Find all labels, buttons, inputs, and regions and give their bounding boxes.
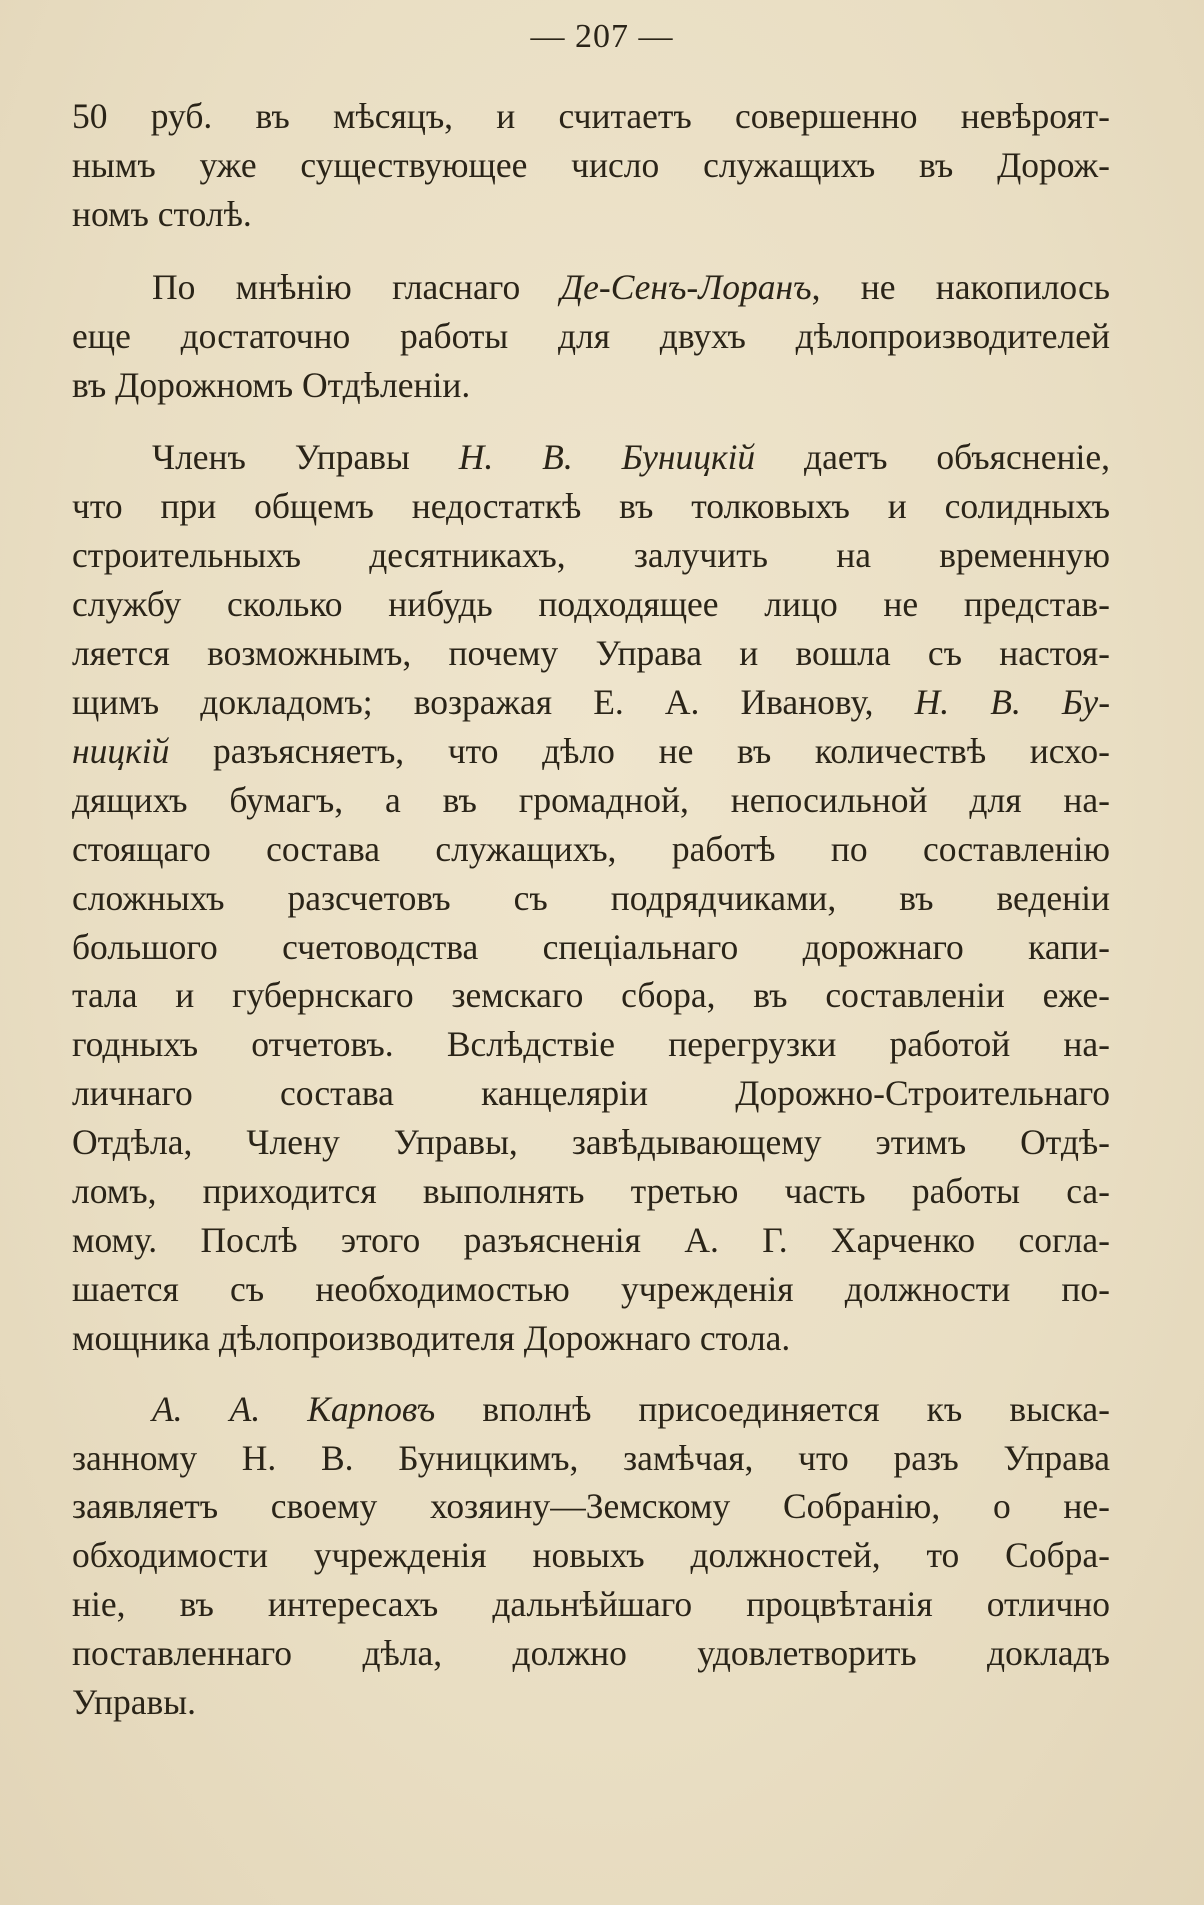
text-line: мощника дѣлопроизводителя Дорожнаго стола. <box>72 1317 791 1358</box>
text-line: стоящаго состава служащихъ, работѣ по составленію <box>72 828 1110 869</box>
body-text <box>72 92 1110 1727</box>
text-line: ніе, въ интересахъ дальнѣйшаго процвѣтанія отлично <box>72 1584 1110 1625</box>
text-line: личнаго состава канцеляріи Дорожно-Строительнаго <box>72 1073 1110 1114</box>
text-line: поставленнаго дѣла, должно удовлетворить докладъ <box>72 1633 1110 1674</box>
text-line: Управы. <box>72 1682 197 1723</box>
text-line: службу сколько нибудь подходящее лицо не представ- <box>72 584 1110 625</box>
text-line: ницкій разъясняетъ, что дѣло не въ количествѣ исхо- <box>72 730 1110 771</box>
text-line: нымъ уже существующее число служащихъ въ Дорож- <box>72 144 1110 185</box>
text-line: ляется возможнымъ, почему Управа и вошла съ настоя- <box>72 633 1110 674</box>
text-line: щимъ докладомъ; возражая Е. А. Иванову, Н. В. Бу- <box>72 681 1111 722</box>
text-line: въ Дорожномъ Отдѣленіи. <box>72 364 471 405</box>
text-line: заявляетъ своему хозяину—Земскому Собранію, о не- <box>72 1486 1110 1527</box>
text-line: Отдѣла, Члену Управы, завѣдывающему этимъ Отдѣ- <box>72 1122 1110 1163</box>
text-line: сложныхъ разсчетовъ съ подрядчиками, въ веденіи <box>72 877 1110 918</box>
text-line: дящихъ бумагъ, а въ громадной, непосильной для на- <box>72 779 1110 820</box>
text-line: А. А. Карповъ вполнѣ присоединяется къ выска- <box>152 1388 1111 1429</box>
text-line: занному Н. В. Буницкимъ, замѣчая, что разъ Управа <box>72 1437 1110 1478</box>
text-line: 50 руб. въ мѣсяцъ, и считаетъ совершенно невѣроят- <box>72 96 1110 136</box>
text-line: мому. Послѣ этого разъясненія А. Г. Харченко согла- <box>72 1219 1110 1260</box>
paragraph-2 <box>72 263 1110 410</box>
text-line: номъ столѣ. <box>72 193 252 234</box>
text-line: что при общемъ недостаткѣ въ толковыхъ и солидныхъ <box>72 486 1110 527</box>
text-line: По мнѣнію гласнаго Де-Сенъ-Лоранъ, не накопилось <box>152 266 1110 307</box>
paragraph-3 <box>72 433 1110 1362</box>
text-line: тала и губернскаго земскаго сбора, въ составленіи еже- <box>72 975 1110 1016</box>
text-line: еще достаточно работы для двухъ дѣлопроизводителей <box>72 315 1110 356</box>
text-line: шается съ необходимостью учрежденія должности по- <box>72 1268 1110 1309</box>
paragraph-1 <box>72 92 1110 239</box>
paragraph-4 <box>72 1385 1110 1727</box>
text-line: обходимости учрежденія новыхъ должностей, то Собра- <box>72 1535 1110 1576</box>
text-line: большого счетоводства спеціальнаго дорожнаго капи- <box>72 926 1110 967</box>
text-line: Членъ Управы Н. В. Буницкій даетъ объясненіе, <box>152 437 1110 478</box>
text-line: годныхъ отчетовъ. Вслѣдствіе перегрузки работой на- <box>72 1024 1110 1065</box>
page-number: — 207 — <box>530 18 674 55</box>
text-line: строительныхъ десятникахъ, залучить на временную <box>72 535 1110 576</box>
text-line: ломъ, приходится выполнять третью часть работы са- <box>72 1171 1110 1212</box>
